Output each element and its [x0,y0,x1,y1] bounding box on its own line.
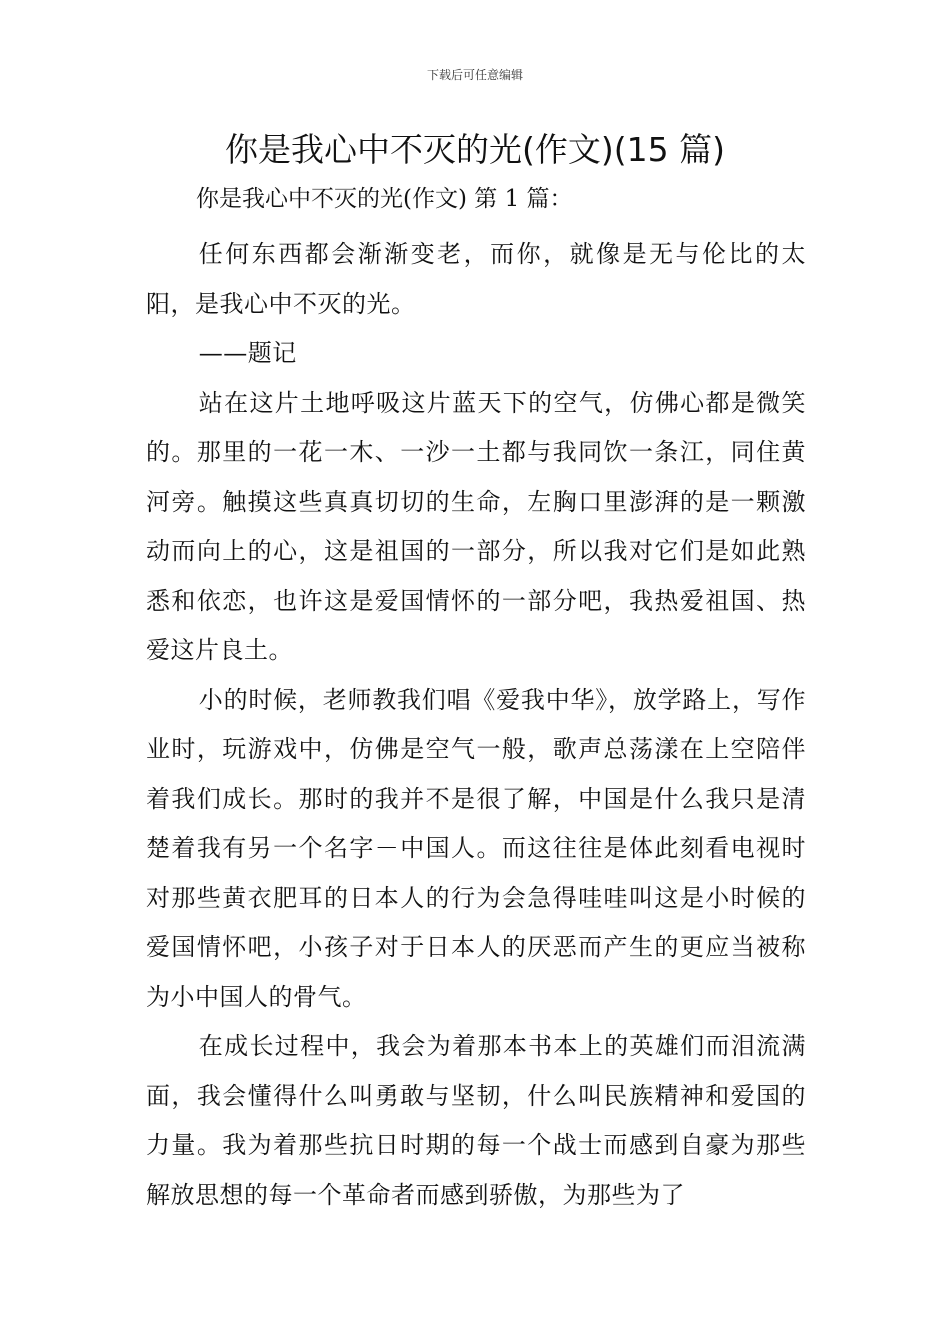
section-heading: 你是我心中不灭的光(作文) 第 1 篇： [196,186,573,212]
paragraph-growth: 在成长过程中，我会为着那本书本上的英雄们而泪流满面，我会懂得什么叫勇敢与坚韧，什么叫民族精神和爱国的力量。我为着那些抗日时期的每一个战士而感到自豪为那些解放思想的每一个革命者而感到骄傲，为那些为了 [146,1032,806,1209]
body-text [146,230,806,1220]
paragraph-intro: 任何东西都会渐渐变老，而你，就像是无与伦比的太阳，是我心中不灭的光。 [146,240,806,318]
document-title: 你是我心中不灭的光(作文)(15 篇) [225,130,725,169]
paragraph-land: 站在这片土地呼吸这片蓝天下的空气，仿佛心都是微笑的。那里的一花一木、一沙一土都与我同饮一条江，同住黄河旁。触摸这些真真切切的生命，左胸口里澎湃的是一颗激动而向上的心，这是祖国的一部分，所以我对它们是如此熟悉和依恋，也许这是爱国情怀的一部分吧，我热爱祖国、热爱这片良土。 [146,388,806,664]
paragraph-epigraph: ——题记 [198,339,297,367]
download-note: 下载后可任意编辑 [426,68,523,82]
paragraph-childhood: 小的时候，老师教我们唱《爱我中华》，放学路上，写作业时，玩游戏中，仿佛是空气一般，歌声总荡漾在上空陪伴着我们成长。那时的我并不是很了解，中国是什么我只是清楚着我有另一个名字－中国人。而这往往是体此刻看电视时对那些黄衣肥耳的日本人的行为会急得哇哇叫这是小时候的爱国情怀吧，小孩子对于日本人的厌恶而产生的更应当被称为小中国人的骨气。 [146,685,806,1011]
